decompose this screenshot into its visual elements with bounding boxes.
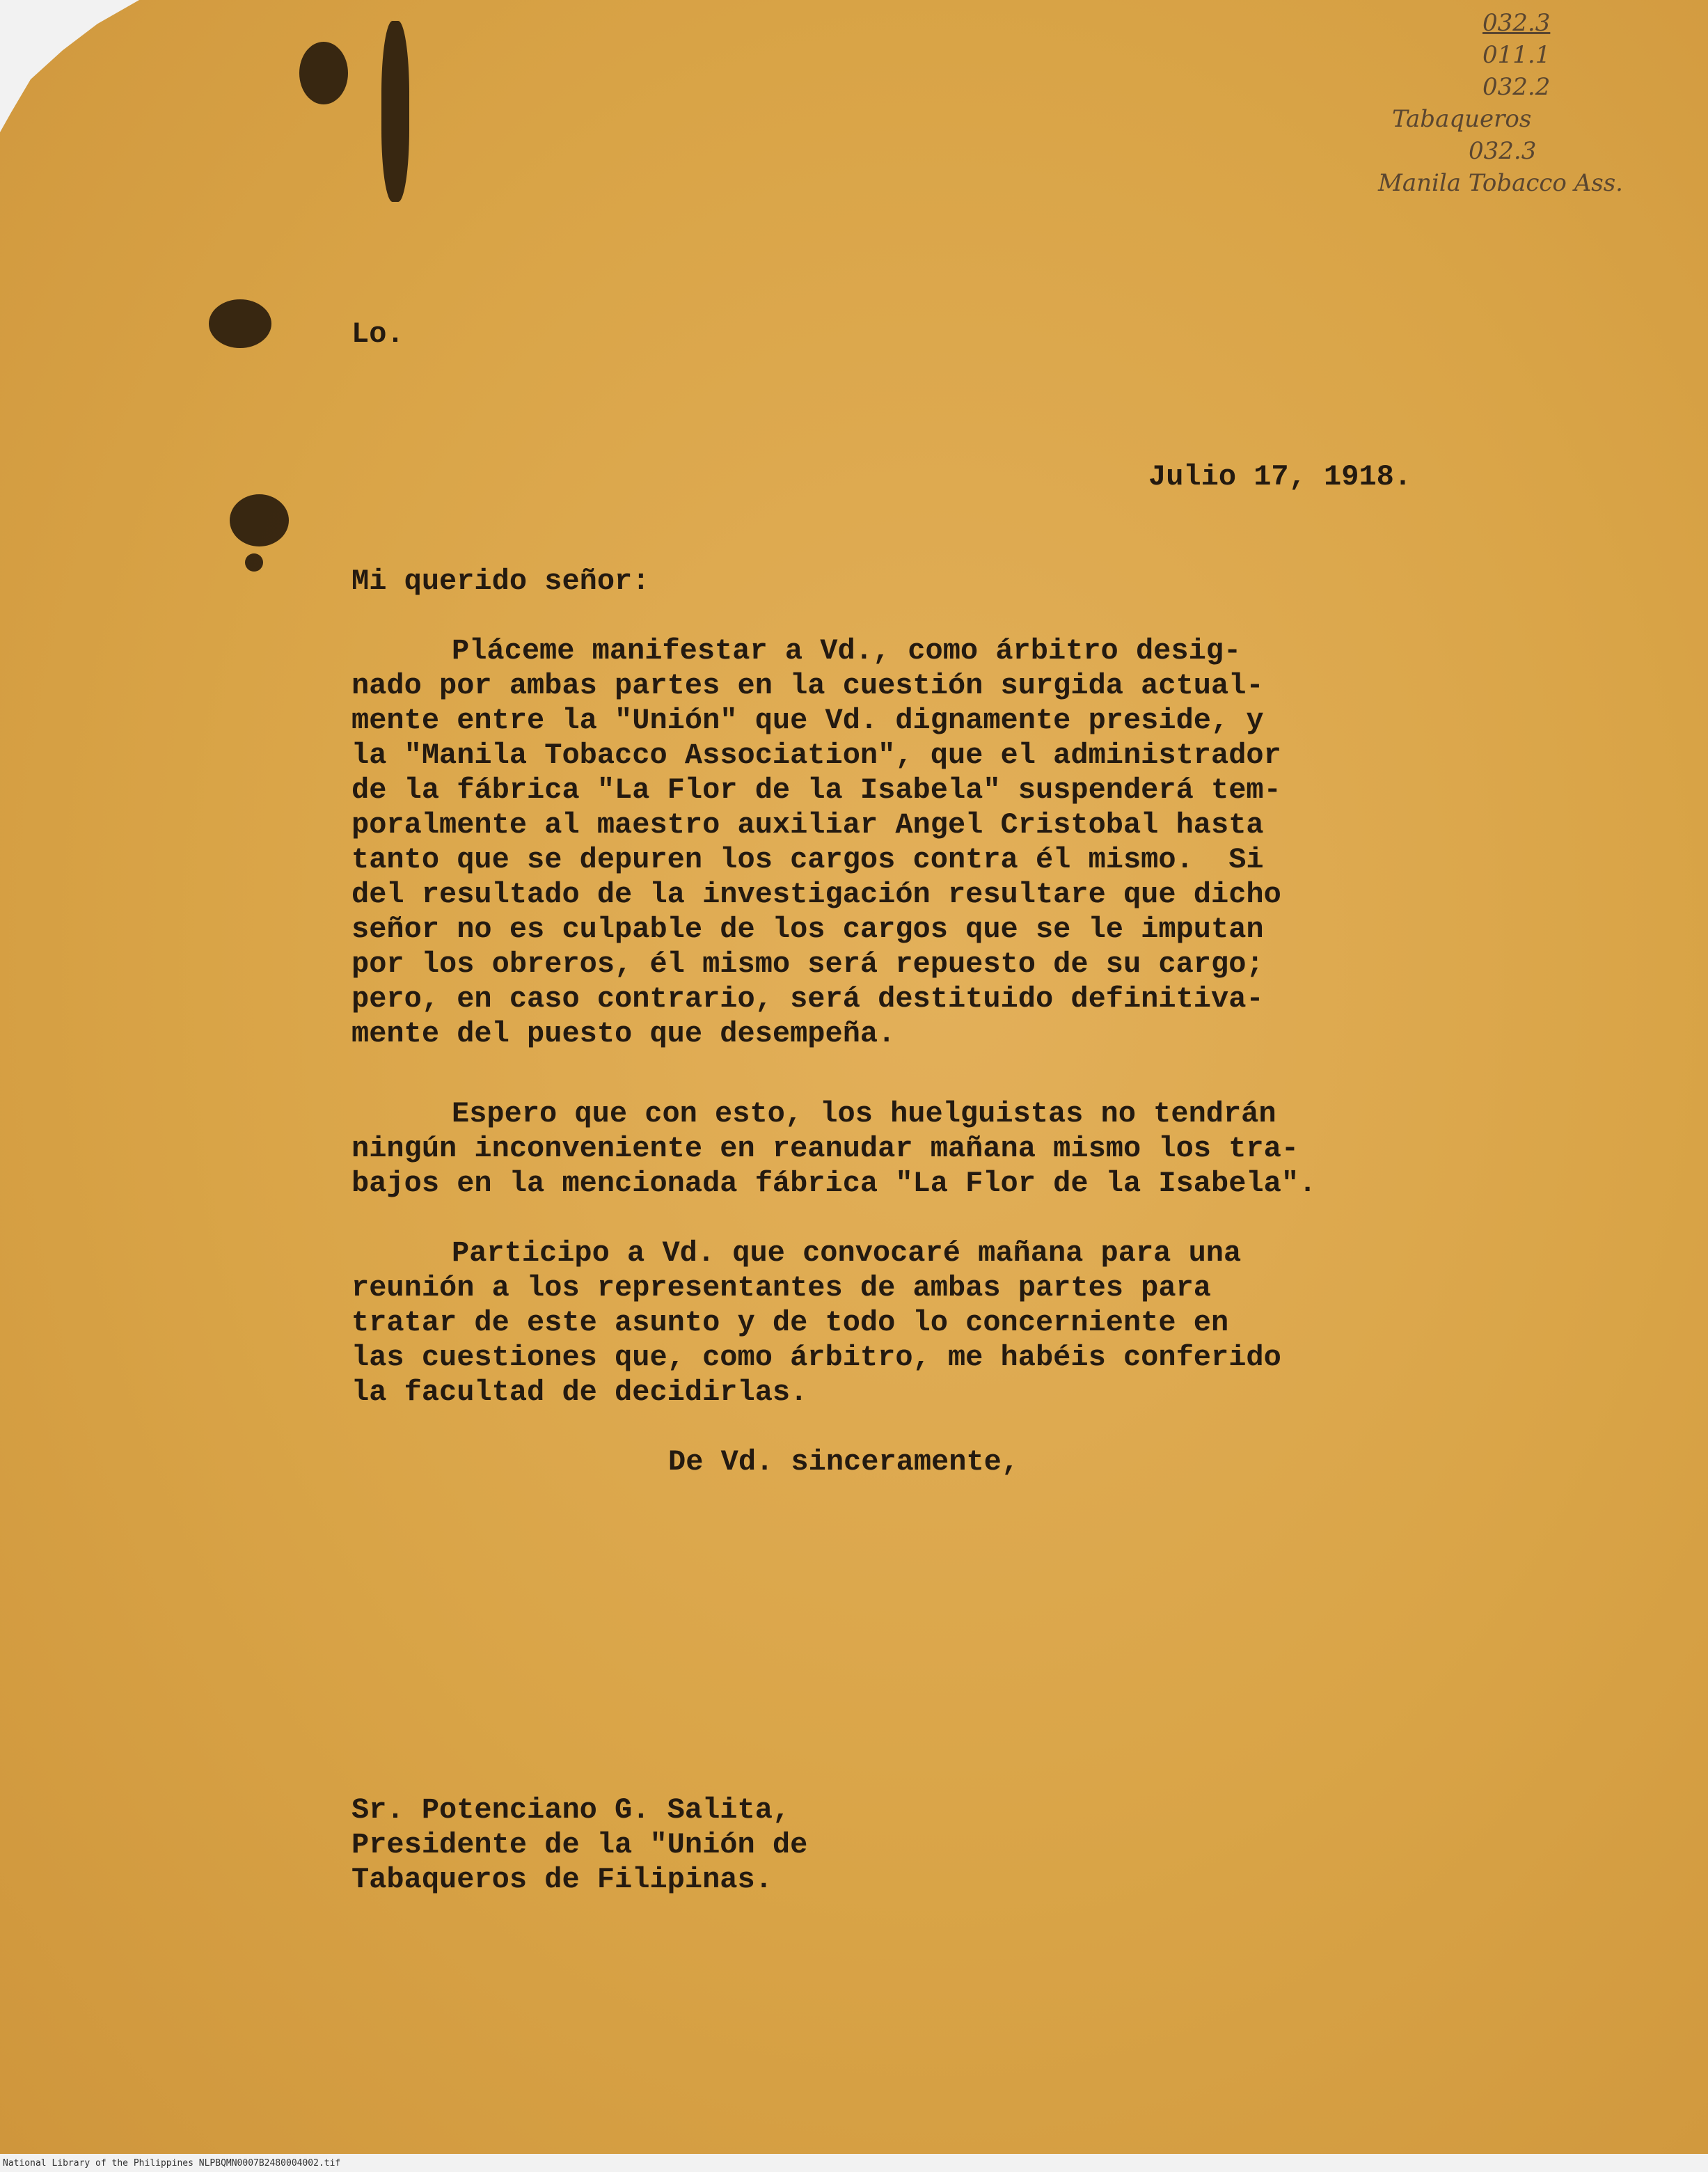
subject-note: Manila Tobacco Ass. bbox=[1378, 169, 1623, 197]
ink-stain bbox=[381, 21, 409, 202]
archive-footer: National Library of the Philippines NLPBQMN0007B2480004002.tif bbox=[3, 2158, 341, 2169]
letter-date: Julio 17, 1918. bbox=[1148, 460, 1412, 494]
file-code-note: 032.2 bbox=[1482, 73, 1551, 101]
file-code-note: 032.3 bbox=[1469, 137, 1537, 165]
salutation: Mi querido señor: bbox=[351, 565, 650, 598]
typist-initials: Lo. bbox=[351, 317, 404, 351]
body-paragraph-2: Espero que con esto, los huelguistas no tendrán ningún inconveniente en reanudar mañana mismo los tra- bajos en la mencionada fábrica "La Flor de la Isabela". bbox=[351, 1097, 1317, 1200]
body-paragraph-3: Participo a Vd. que convocaré mañana para una reunión a los representantes de ambas partes para tratar de este asunto y de todo lo concerniente en las cuestiones que, como árbitro, me habéis conferido la facultad de decidirlas. bbox=[351, 1236, 1281, 1409]
subject-note: Tabaqueros bbox=[1392, 105, 1532, 133]
file-code-note: 032.3 bbox=[1482, 9, 1551, 37]
file-code-note: 011.1 bbox=[1482, 41, 1551, 69]
torn-corner bbox=[0, 0, 139, 132]
ink-stain bbox=[245, 553, 263, 572]
handwritten-file-notes bbox=[1378, 7, 1698, 199]
ink-stain bbox=[299, 42, 348, 104]
body-paragraph-1: Pláceme manifestar a Vd., como árbitro desig- nado por ambas partes en la cuestión surgida actual- mente entre la "Unión" que Vd. dignamente preside, y la "Manila Tobacco Association", que el administrador de la fábrica "La Flor de la Isabela" suspenderá tem- poralmente al maestro auxiliar Angel Cristobal hasta tanto que se depuren los cargos contra él mismo. Si del resultado de la investigación resultare que dicho señor no es culpable de los cargos que se le imputan por los obreros, él mismo será repuesto de su cargo; pero, en caso contrario, será destituido definitiva- mente del puesto que desempeña. bbox=[351, 634, 1281, 1050]
recipient-address: Sr. Potenciano G. Salita, Presidente de la "Unión de Tabaqueros de Filipinas. bbox=[351, 1793, 808, 1896]
ink-stain bbox=[209, 299, 271, 348]
ink-stain bbox=[230, 494, 289, 546]
closing: De Vd. sinceramente, bbox=[668, 1445, 1020, 1479]
